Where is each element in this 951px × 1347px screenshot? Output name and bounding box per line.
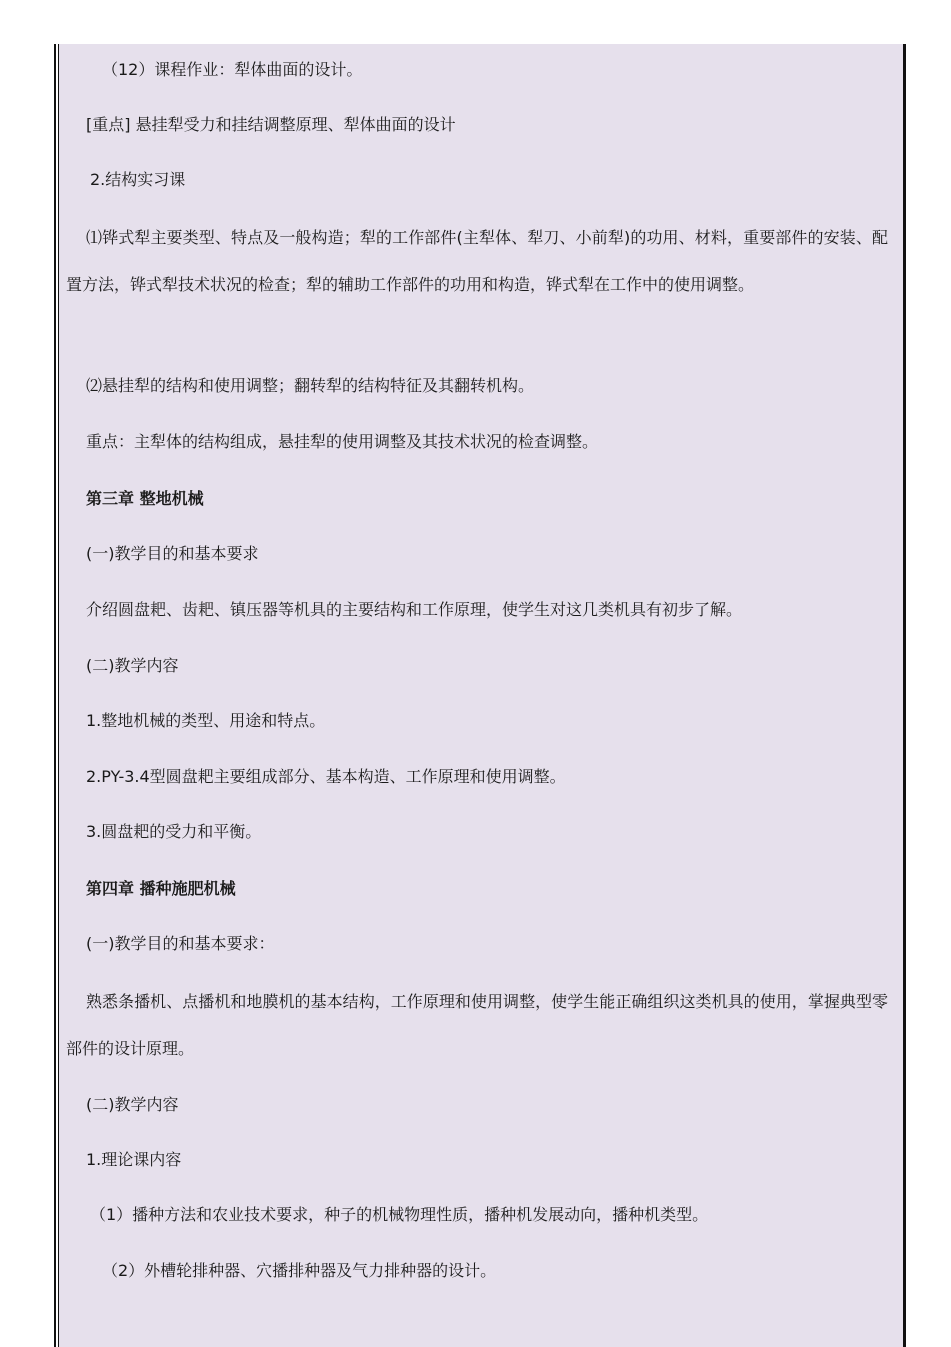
- paragraph-structure-practice: 2.结构实习课: [90, 170, 186, 189]
- table-right-border: [903, 44, 906, 1347]
- list-item-3-3: 3.圆盘耙的受力和平衡。: [86, 822, 262, 841]
- section-objectives-3: (一)教学目的和基本要求: [86, 544, 259, 563]
- paragraph-intro-tillage: 介绍圆盘耙、齿耙、镇压器等机具的主要结构和工作原理，使学生对这几类机具有初步了解。: [86, 600, 743, 619]
- list-item-3-2: 2.PY-3.4型圆盘耙主要组成部分、基本构造、工作原理和使用调整。: [86, 767, 566, 786]
- section-content-3: (二)教学内容: [86, 656, 179, 675]
- list-item-4-1-1: （1）播种方法和农业技术要求，种子的机械物理性质，播种机发展动向，播种机类型。: [90, 1205, 709, 1224]
- chapter-4-heading: 第四章 播种施肥机械: [86, 879, 236, 898]
- paragraph-course-assignment: （12）课程作业：犁体曲面的设计。: [102, 60, 363, 79]
- paragraph-key-points: [重点] 悬挂犁受力和挂结调整原理、犁体曲面的设计: [86, 115, 456, 134]
- section-objectives-4: (一)教学目的和基本要求：: [86, 934, 275, 953]
- list-item-4-1: 1.理论课内容: [86, 1150, 182, 1169]
- list-item-3-1: 1.整地机械的类型、用途和特点。: [86, 711, 326, 730]
- paragraph-mounted-plow: ⑵悬挂犁的结构和使用调整；翻转犁的结构特征及其翻转机构。: [86, 376, 535, 395]
- paragraph-plow-types: ⑴铧式犁主要类型、特点及一般构造；犁的工作部件(主犁体、犁刀、小前犁)的功用、材料，重要部件的安装、配置方法，铧式犁技术状况的检查；犁的辅助工作部件的功用和构造，铧式犁在工作中的使用调整。: [66, 228, 888, 294]
- list-item-4-1-2: （2）外槽轮排种器、穴播排种器及气力排种器的设计。: [102, 1261, 497, 1280]
- paragraph-key-points-2: 重点：主犁体的结构组成，悬挂犁的使用调整及其技术状况的检查调整。: [86, 432, 599, 451]
- paragraph-seeders-intro: 熟悉条播机、点播机和地膜机的基本结构，工作原理和使用调整，使学生能正确组织这类机具的使用，掌握典型零部件的设计原理。: [66, 992, 888, 1058]
- chapter-3-heading: 第三章 整地机械: [86, 489, 204, 508]
- table-left-border-outer: [54, 44, 56, 1347]
- table-left-border-inner: [58, 44, 59, 1347]
- section-content-4: (二)教学内容: [86, 1095, 179, 1114]
